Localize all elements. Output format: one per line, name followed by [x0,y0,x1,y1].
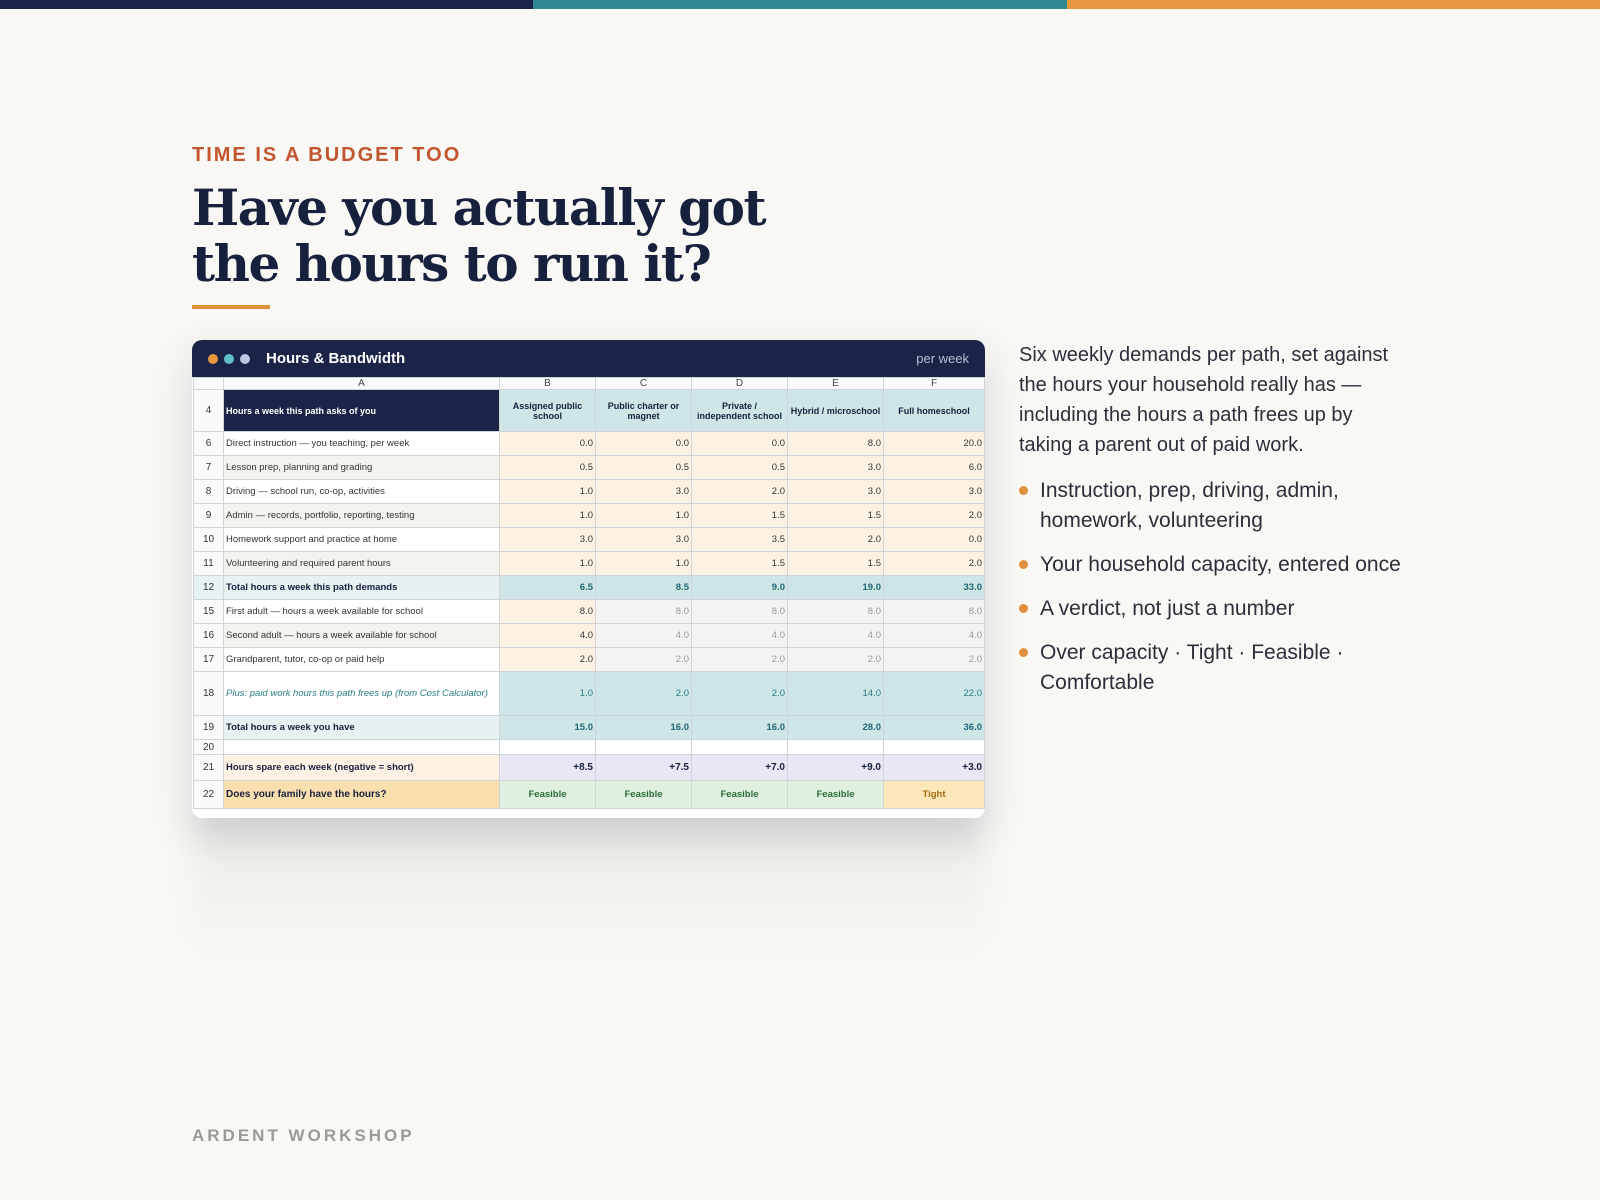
bullet-item [1019,638,1409,698]
value-cell[interactable]: 36.0 [884,716,985,740]
column-letter[interactable]: D [692,378,788,390]
feature-list [1019,476,1409,712]
bullet-dot-icon [1019,486,1028,495]
capacity-row [194,600,985,624]
value-cell[interactable]: 1.0 [596,504,692,528]
demand-row [194,552,985,576]
value-cell[interactable]: 8.0 [692,600,788,624]
value-cell[interactable]: Feasible [692,781,788,809]
value-cell[interactable]: 2.0 [500,648,596,672]
row-number: 20 [194,740,224,755]
column-header-row [194,378,985,390]
value-cell[interactable]: 8.5 [596,576,692,600]
row-number: 12 [194,576,224,600]
empty-cell[interactable] [224,740,500,755]
window-titlebar [192,340,985,377]
empty-cell[interactable] [788,740,884,755]
row-number: 9 [194,504,224,528]
row-label: Plus: paid work hours this path frees up (from Cost Calculator) [224,672,500,716]
demand-row [194,480,985,504]
value-cell[interactable]: Feasible [788,781,884,809]
value-cell[interactable]: 4.0 [788,624,884,648]
row-number: 17 [194,648,224,672]
row-label: Admin — records, portfolio, reporting, testing [224,504,500,528]
value-cell[interactable]: 0.5 [596,456,692,480]
value-cell[interactable]: 2.0 [884,552,985,576]
value-cell[interactable]: +8.5 [500,755,596,781]
value-cell[interactable]: 14.0 [788,672,884,716]
value-cell[interactable]: 33.0 [884,576,985,600]
table-header-row [194,390,985,432]
row-number: 15 [194,600,224,624]
row-number: 22 [194,781,224,809]
capacity-row [194,648,985,672]
demand-row [194,456,985,480]
value-cell[interactable]: 8.0 [788,432,884,456]
demand-row [194,432,985,456]
body-copy: Six weekly demands per path, set against the hours your household really has — including the hours a path frees up by taking a parent out of paid work. [1019,344,1389,456]
value-cell[interactable]: +7.5 [596,755,692,781]
hours-table [193,377,985,809]
value-cell[interactable]: 0.0 [500,432,596,456]
value-cell[interactable]: 2.0 [692,672,788,716]
value-cell[interactable]: 1.5 [692,504,788,528]
row-label: Hours spare each week (negative = short) [224,755,500,781]
column-letter[interactable]: B [500,378,596,390]
value-cell[interactable]: 8.0 [788,600,884,624]
bullet-dot-icon [1019,560,1028,569]
row-label: Second adult — hours a week available for school [224,624,500,648]
corner-cell [194,378,224,390]
row-label: First adult — hours a week available for school [224,600,500,624]
value-cell[interactable]: +3.0 [884,755,985,781]
row-number: 18 [194,672,224,716]
value-cell[interactable]: 3.0 [596,480,692,504]
title-underline [192,305,270,309]
top-bar-orange [1067,0,1600,9]
value-cell[interactable]: 4.0 [884,624,985,648]
page-title: Have you actually got the hours to run it? [192,178,766,293]
value-cell[interactable]: 22.0 [884,672,985,716]
value-cell[interactable]: 28.0 [788,716,884,740]
value-cell[interactable]: Feasible [500,781,596,809]
value-cell[interactable]: 2.0 [788,528,884,552]
bullet-item [1019,550,1409,580]
value-cell[interactable]: 1.0 [500,672,596,716]
value-cell[interactable]: 1.0 [500,480,596,504]
row-number: 4 [194,390,224,432]
verdict-row [194,781,985,809]
demand-row [194,504,985,528]
row-number: 6 [194,432,224,456]
footer-brand: ARDENT WORKSHOP [192,1126,415,1145]
value-cell[interactable]: 1.5 [692,552,788,576]
top-bar-navy [0,0,533,9]
spare-hours-row [194,755,985,781]
value-cell[interactable]: 4.0 [692,624,788,648]
value-cell[interactable]: 0.5 [500,456,596,480]
value-cell[interactable]: 2.0 [692,648,788,672]
capacity-row [194,624,985,648]
row-number: 16 [194,624,224,648]
paid-work-row [194,672,985,716]
value-cell[interactable]: 9.0 [692,576,788,600]
top-bar-teal [533,0,1066,9]
bullet-item [1019,476,1409,536]
bullet-item [1019,594,1409,624]
top-color-bar [0,0,1600,9]
row-label: Direct instruction — you teaching, per week [224,432,500,456]
value-cell[interactable]: 16.0 [596,716,692,740]
value-cell[interactable]: 1.0 [500,504,596,528]
bullet-dot-icon [1019,648,1028,657]
blank-row [194,740,985,755]
window-shadow [192,800,985,960]
value-cell[interactable]: 2.0 [596,672,692,716]
value-cell[interactable]: 4.0 [500,624,596,648]
value-cell[interactable]: 3.0 [596,528,692,552]
window-unit-label: per week [916,351,969,366]
value-cell[interactable]: Tight [884,781,985,809]
value-cell[interactable]: 3.0 [500,528,596,552]
empty-cell[interactable] [596,740,692,755]
demand-row [194,528,985,552]
row-number: 11 [194,552,224,576]
total-have-row [194,716,985,740]
row-label: Volunteering and required parent hours [224,552,500,576]
path-header: Full homeschool [884,390,985,432]
column-letter[interactable]: F [884,378,985,390]
value-cell[interactable]: 8.0 [884,600,985,624]
value-cell[interactable]: 3.5 [692,528,788,552]
path-header: Hybrid / microschool [788,390,884,432]
window-dot-lavender[interactable] [240,354,250,364]
row-label: Grandparent, tutor, co-op or paid help [224,648,500,672]
value-cell[interactable]: 2.0 [692,480,788,504]
value-cell[interactable]: 3.0 [788,456,884,480]
value-cell[interactable]: 2.0 [884,504,985,528]
path-header: Assigned public school [500,390,596,432]
row-label: Lesson prep, planning and grading [224,456,500,480]
path-header: Private / independent school [692,390,788,432]
empty-cell[interactable] [884,740,985,755]
row-number: 8 [194,480,224,504]
value-cell[interactable]: 15.0 [500,716,596,740]
window-title: Hours & Bandwidth [266,350,406,367]
value-cell[interactable]: 2.0 [596,648,692,672]
value-cell[interactable]: 6.5 [500,576,596,600]
value-cell[interactable]: 2.0 [788,648,884,672]
row-label: Driving — school run, co-op, activities [224,480,500,504]
column-letter[interactable]: C [596,378,692,390]
value-cell[interactable]: 20.0 [884,432,985,456]
row-number: 10 [194,528,224,552]
value-cell[interactable]: 0.0 [692,432,788,456]
spreadsheet-window [192,340,985,818]
value-cell[interactable]: 0.5 [692,456,788,480]
empty-cell[interactable] [500,740,596,755]
column-letter[interactable]: A [224,378,500,390]
path-header: Public charter or magnet [596,390,692,432]
value-cell[interactable]: 4.0 [596,624,692,648]
value-cell[interactable]: +7.0 [692,755,788,781]
value-cell[interactable]: Feasible [596,781,692,809]
total-demand-row [194,576,985,600]
row-label: Total hours a week this path demands [224,576,500,600]
value-cell[interactable]: 1.5 [788,504,884,528]
value-cell[interactable]: 0.0 [884,528,985,552]
value-cell[interactable]: 1.0 [596,552,692,576]
row-number: 21 [194,755,224,781]
bullet-text: A verdict, not just a number [1040,597,1295,620]
value-cell[interactable]: 8.0 [596,600,692,624]
value-cell[interactable]: 1.0 [500,552,596,576]
row-label: Does your family have the hours? [224,781,500,809]
bullet-dot-icon [1019,604,1028,613]
row-label: Homework support and practice at home [224,528,500,552]
row-number: 19 [194,716,224,740]
bullet-text: Over capacity · Tight · Feasible · Comfortable [1040,641,1344,694]
eyebrow: TIME IS A BUDGET TOO [192,144,462,166]
window-dot-teal[interactable] [224,354,234,364]
header-label: Hours a week this path asks of you [224,390,500,432]
value-cell[interactable]: 3.0 [788,480,884,504]
value-cell[interactable]: +9.0 [788,755,884,781]
bullet-text: Instruction, prep, driving, admin, homework, volunteering [1040,479,1339,532]
value-cell[interactable]: 3.0 [884,480,985,504]
empty-cell[interactable] [692,740,788,755]
window-dot-orange[interactable] [208,354,218,364]
value-cell[interactable]: 1.5 [788,552,884,576]
row-number: 7 [194,456,224,480]
value-cell[interactable]: 6.0 [884,456,985,480]
value-cell[interactable]: 0.0 [596,432,692,456]
row-label: Total hours a week you have [224,716,500,740]
value-cell[interactable]: 16.0 [692,716,788,740]
value-cell[interactable]: 8.0 [500,600,596,624]
value-cell[interactable]: 2.0 [884,648,985,672]
bullet-text: Your household capacity, entered once [1040,553,1401,576]
value-cell[interactable]: 19.0 [788,576,884,600]
column-letter[interactable]: E [788,378,884,390]
